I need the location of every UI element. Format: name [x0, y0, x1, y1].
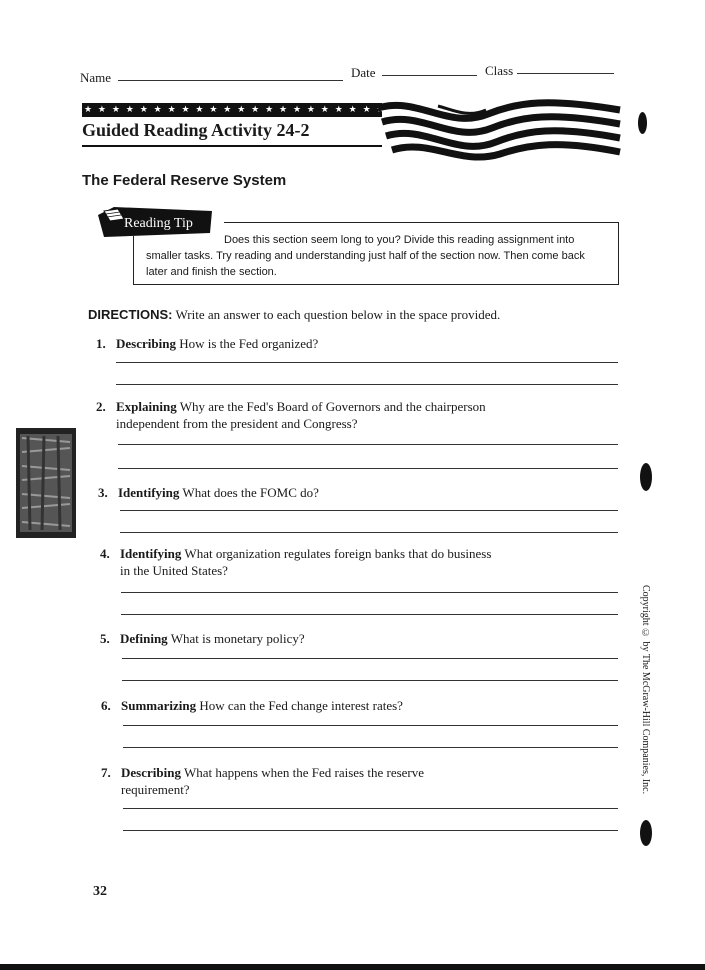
answer-line[interactable] — [116, 384, 618, 385]
margin-strip-image — [16, 428, 76, 538]
answer-line[interactable] — [120, 510, 618, 511]
name-field[interactable] — [118, 80, 343, 81]
binder-hole — [638, 112, 647, 134]
bottom-edge — [0, 964, 705, 970]
flag-stripes-icon — [378, 100, 620, 166]
question-1: 1. Describing How is the Fed organized? — [96, 336, 319, 351]
directions-text: Write an answer to each question below in the space provided. — [175, 307, 501, 322]
class-field[interactable] — [517, 73, 614, 74]
question-5: 5. Defining What is monetary policy? — [100, 631, 305, 646]
answer-line[interactable] — [121, 614, 618, 615]
answer-line[interactable] — [123, 808, 618, 809]
question-2: 2. Explaining Why are the Fed's Board of Governors and the chairperson independent from the president and Congress? — [96, 399, 486, 431]
answer-line[interactable] — [123, 747, 618, 748]
question-6: 6. Summarizing How can the Fed change interest rates? — [101, 698, 403, 713]
question-7: 7. Describing What happens when the Fed raises the reserve requirement? — [101, 765, 425, 797]
date-label: Date — [351, 65, 376, 80]
date-field[interactable] — [382, 75, 477, 76]
class-label: Class — [485, 63, 514, 78]
answer-line[interactable] — [122, 658, 618, 659]
title-rule — [82, 145, 382, 147]
answer-line[interactable] — [121, 592, 618, 593]
copyright-notice: Copyright © by The McGraw-Hill Companies, Inc. — [640, 585, 651, 795]
page-number: 32 — [93, 884, 107, 899]
answer-line[interactable] — [123, 725, 618, 726]
answer-line[interactable] — [122, 680, 618, 681]
name-label: Name — [80, 70, 112, 85]
binder-hole — [640, 820, 652, 846]
answer-line[interactable] — [123, 830, 618, 831]
activity-title: Guided Reading Activity 24-2 — [82, 120, 310, 140]
directions-label: DIRECTIONS: — [88, 307, 173, 322]
tip-left-border — [133, 236, 134, 284]
answer-line[interactable] — [118, 468, 618, 469]
directions — [88, 307, 500, 323]
answer-line[interactable] — [120, 532, 618, 533]
banner-stars: ★ ★ ★ ★ ★ ★ ★ ★ ★ ★ ★ ★ ★ ★ ★ ★ ★ ★ ★ ★ ★ ★ ★ ★ ★ ★ ★ ★ ★ ★ ★ ★ — [84, 105, 526, 115]
binder-hole — [640, 463, 652, 491]
section-title: The Federal Reserve System — [82, 172, 287, 189]
answer-line[interactable] — [118, 444, 618, 445]
reading-tip-label: Reading Tip — [124, 216, 193, 231]
question-4: 4. Identifying What organization regulates foreign banks that do business in the United States? — [100, 546, 492, 578]
reading-tip-text: Does this section seem long to you? Divide this reading assignment into smaller tasks. Try reading and understanding just half of the section now. Then come back later and finish the section. — [146, 234, 585, 278]
question-3: 3. Identifying What does the FOMC do? — [98, 485, 319, 500]
answer-line[interactable] — [116, 362, 618, 363]
